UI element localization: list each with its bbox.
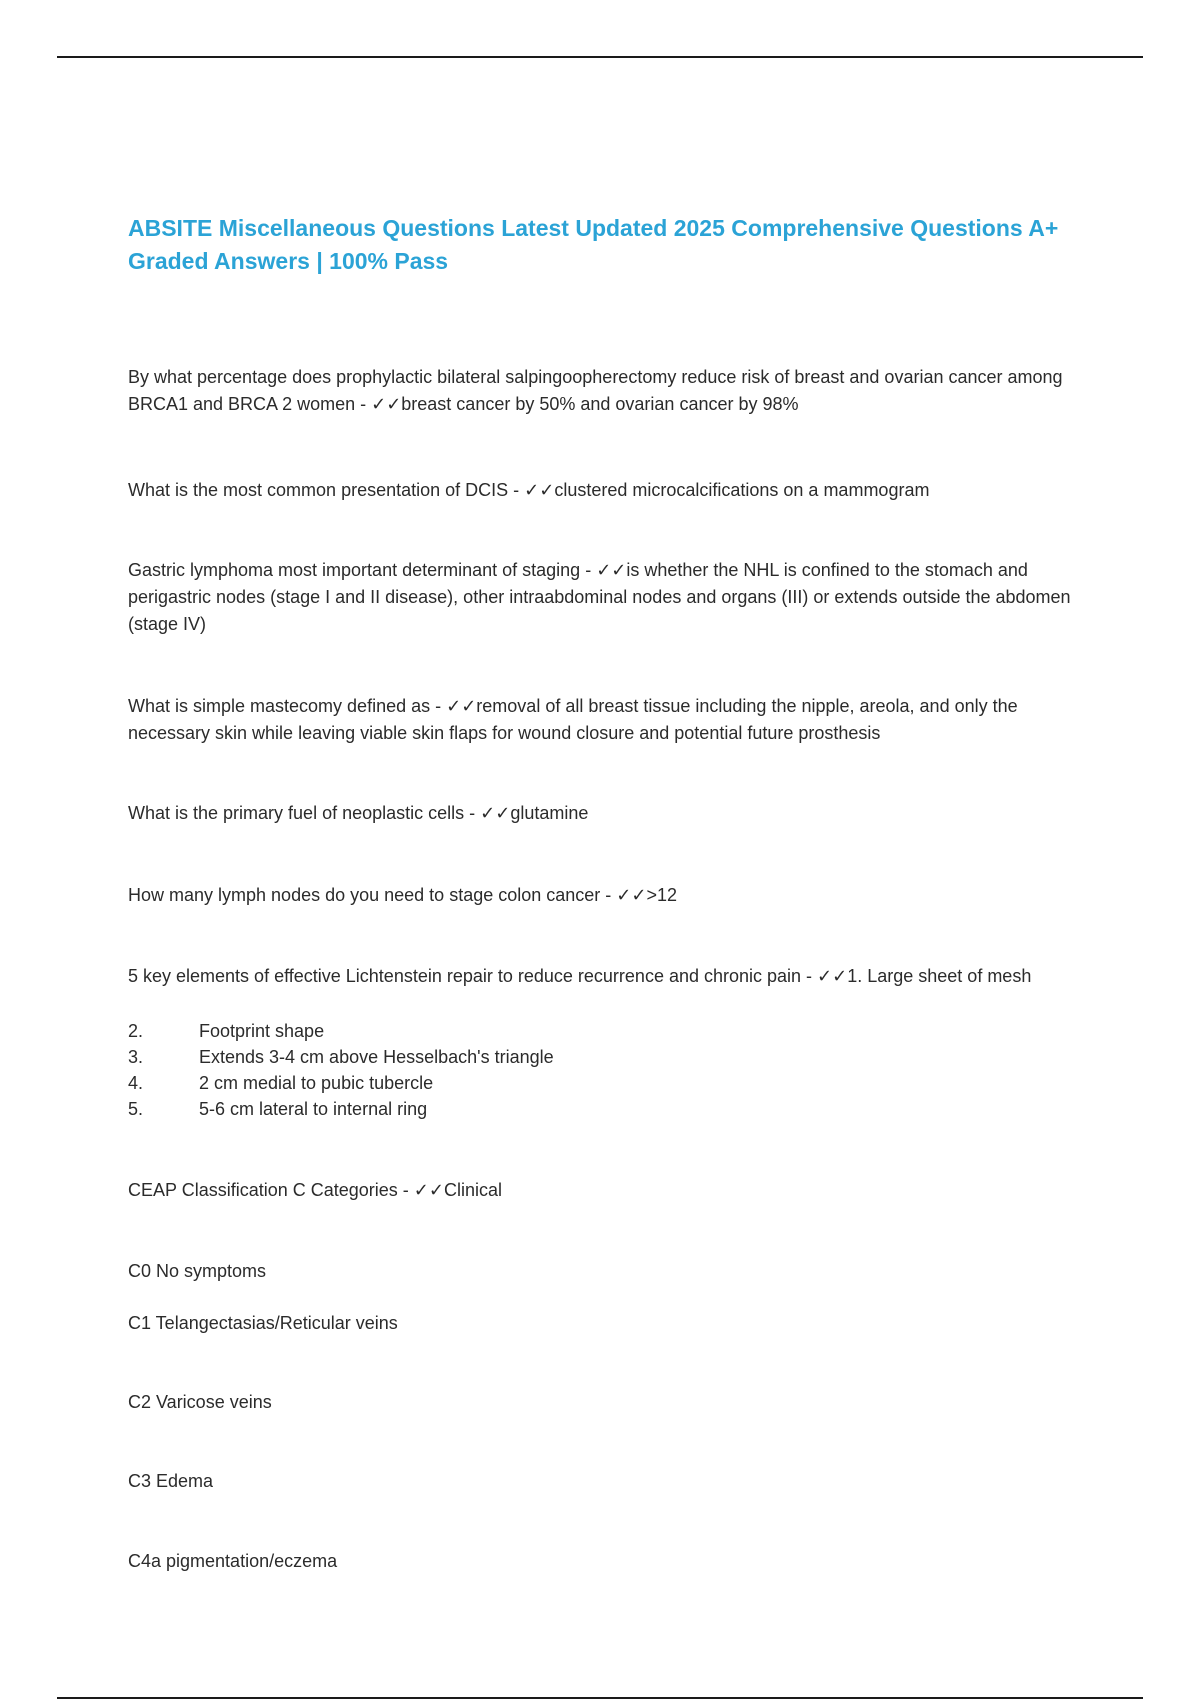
answer-text: clustered microcalcifications on a mammogram <box>554 480 930 500</box>
qa-item <box>128 882 1073 909</box>
category-item: C1 Telangectasias/Reticular veins <box>128 1313 398 1333</box>
check-icon: ✓✓ <box>413 1180 444 1200</box>
list-item <box>128 1070 433 1096</box>
qa-item <box>128 800 1073 827</box>
question-text: By what percentage does prophylactic bilateral salpingoopherectomy reduce risk of breast and ovarian cancer among BRCA1 and BRCA 2 women - <box>128 367 1063 414</box>
top-rule <box>57 56 1143 58</box>
check-icon: ✓✓ <box>616 885 647 905</box>
check-icon: ✓✓ <box>817 966 848 986</box>
answer-text: removal of all breast tissue including the nipple, areola, and only the necessary skin while leaving viable skin flaps for wound closure and potential future prosthesis <box>128 696 1018 743</box>
category-item: C3 Edema <box>128 1471 214 1491</box>
list-item <box>128 1018 324 1044</box>
list-text: Extends 3-4 cm above Hesselbach's triangle <box>199 1047 554 1067</box>
list-number: 3. <box>128 1047 144 1067</box>
list-number: 5. <box>128 1099 144 1119</box>
question-text: What is the primary fuel of neoplastic cells - <box>128 803 481 823</box>
check-icon: ✓✓ <box>480 803 511 823</box>
question-text: Gastric lymphoma most important determinant of staging - <box>128 560 597 580</box>
bottom-rule <box>57 1697 1143 1699</box>
qa-item <box>128 963 1073 990</box>
question-text: What is the most common presentation of DCIS - <box>128 480 525 500</box>
question-text: What is simple mastecomy defined as - <box>128 696 447 716</box>
qa-item <box>128 477 1073 504</box>
list-number: 4. <box>128 1073 144 1093</box>
document-title: ABSITE Miscellaneous Questions Latest Updated 2025 Comprehensive Questions A+ Graded Answers | 100% Pass <box>128 215 1059 274</box>
list-text: 5-6 cm lateral to internal ring <box>199 1099 428 1119</box>
check-icon: ✓✓ <box>446 696 477 716</box>
check-icon: ✓✓ <box>524 480 555 500</box>
answer-text: >12 <box>646 885 677 905</box>
category-item: C4a pigmentation/eczema <box>128 1551 338 1571</box>
question-text: 5 key elements of effective Lichtenstein repair to reduce recurrence and chronic pain - <box>128 966 818 986</box>
answer-text: Clinical <box>443 1180 502 1200</box>
answer-text: is whether the NHL is confined to the stomach and perigastric nodes (stage I and II disease), other intraabdominal nodes and organs (III) or extends outside the abdomen (stage IV) <box>128 560 1071 634</box>
category-item: C0 No symptoms <box>128 1261 267 1281</box>
qa-item <box>128 364 1073 418</box>
list-item <box>128 1096 427 1122</box>
answer-text: 1. Large sheet of mesh <box>847 966 1032 986</box>
check-icon: ✓✓ <box>596 560 627 580</box>
answer-text: breast cancer by 50% and ovarian cancer by 98% <box>401 394 799 414</box>
check-icon: ✓✓ <box>371 394 402 414</box>
list-number: 2. <box>128 1021 144 1041</box>
list-text: Footprint shape <box>199 1021 325 1041</box>
question-text: How many lymph nodes do you need to stage colon cancer - <box>128 885 617 905</box>
list-item <box>128 1044 554 1070</box>
question-text: CEAP Classification C Categories - <box>128 1180 414 1200</box>
list-text: 2 cm medial to pubic tubercle <box>199 1073 434 1093</box>
category-item: C2 Varicose veins <box>128 1392 272 1412</box>
qa-item <box>128 1177 1073 1204</box>
answer-text: glutamine <box>510 803 589 823</box>
qa-item <box>128 557 1073 638</box>
qa-item <box>128 693 1073 747</box>
